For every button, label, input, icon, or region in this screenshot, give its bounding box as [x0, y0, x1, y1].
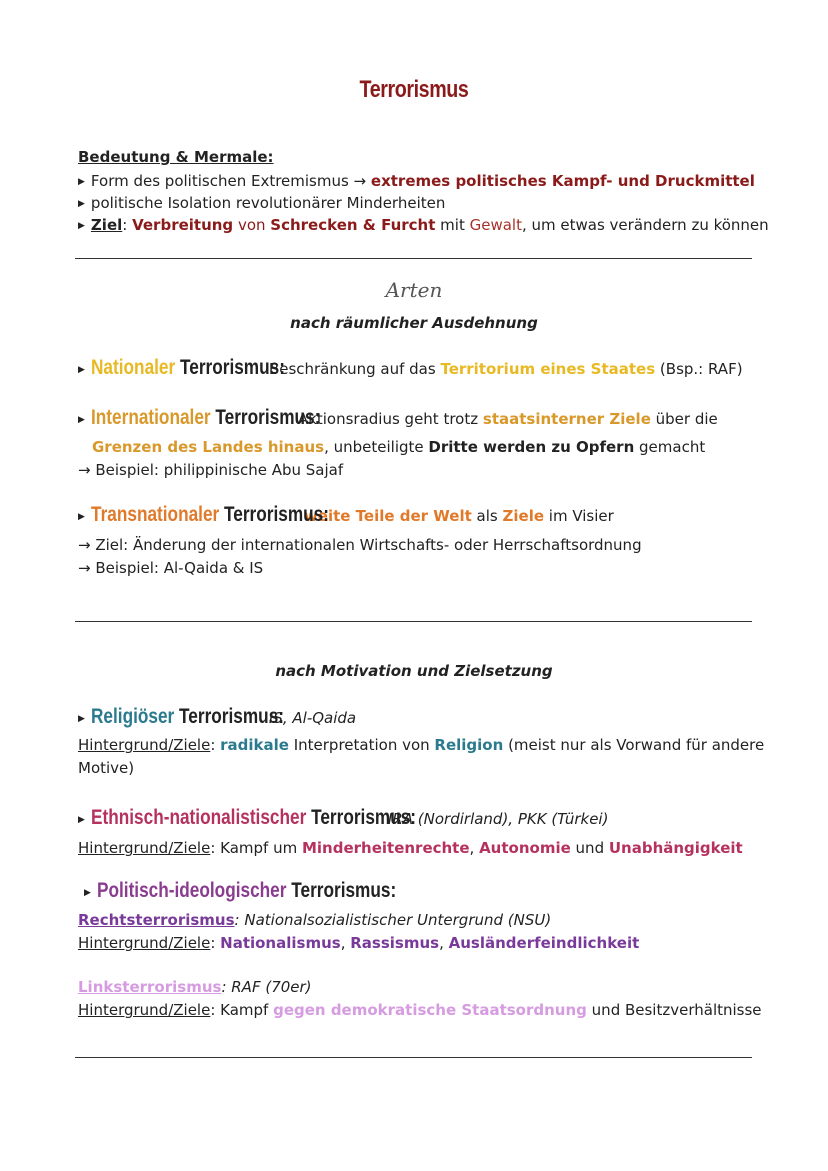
- example-text: IS, Al-Qaida: [268, 709, 357, 727]
- divider: [75, 1057, 752, 1058]
- hintergrund-label: Hintergrund/Ziele: [78, 1001, 211, 1019]
- text: :: [210, 934, 221, 952]
- links-hintergrund: [78, 999, 762, 1019]
- bold-text: Dritte werden zu Opfern: [428, 438, 635, 456]
- heading-words: [91, 806, 416, 830]
- bullet-icon: ▶: [78, 177, 85, 187]
- heading-word-colored: Transnationaler: [90, 503, 220, 526]
- subtitle-motivation: nach Motivation und Zielsetzung: [275, 662, 553, 680]
- example-text: : RAF (70er): [221, 978, 312, 996]
- highlight-text: Autonomie: [479, 839, 571, 857]
- bullet-line-2: [78, 192, 446, 212]
- page-title: Terrorismus: [359, 76, 469, 103]
- highlight-text: Territorium eines Staates: [440, 360, 656, 378]
- heading: [90, 806, 416, 831]
- text: Form des politischen Extremismus →: [90, 172, 371, 190]
- text: gemacht: [634, 438, 706, 456]
- text: ,: [340, 934, 351, 952]
- highlight-text: Ausländerfeindlichkeit: [448, 934, 640, 952]
- highlight-text: Schrecken & Furcht: [270, 216, 436, 234]
- heading-words: [91, 705, 284, 729]
- example-text: : Nationalsozialistischer Untergrund (NSU): [234, 911, 552, 929]
- highlight-text: extremes politisches Kampf- und Druckmittel: [370, 172, 755, 190]
- text: Beschränkung auf das: [268, 360, 441, 378]
- hintergrund-label: Hintergrund/Ziele: [78, 736, 211, 754]
- highlight-text: weite Teile der Welt: [303, 507, 472, 525]
- heading-word: Terrorismus:: [178, 705, 284, 728]
- bullet-icon: ▶: [78, 221, 85, 231]
- bullet-line-1: [78, 170, 755, 190]
- transnationaler-example: → Beispiel: Al-Qaida & IS: [78, 559, 264, 577]
- transnationaler-line: [78, 503, 614, 526]
- heading-word-colored: Religiöser: [90, 705, 175, 728]
- text: , um etwas verändern zu können: [521, 216, 769, 234]
- heading-words: [91, 406, 320, 430]
- divider: [75, 258, 752, 259]
- rechts-line: [78, 909, 552, 929]
- text: : Kampf um: [210, 839, 302, 857]
- subtitle-raeumlich: nach räumlicher Ausdehnung: [290, 314, 538, 332]
- text: über die: [650, 410, 718, 428]
- highlight-text: Gewalt: [469, 216, 522, 234]
- internationaler-line-2: [92, 436, 706, 456]
- text: politische Isolation revolutionärer Minderheiten: [90, 194, 446, 212]
- section-heading-bedeutung: Bedeutung & Mermale:: [78, 148, 274, 166]
- politisch-line: [78, 879, 462, 902]
- text: (meist nur als Vorwand für andere: [503, 736, 765, 754]
- heading: [90, 406, 321, 431]
- highlight-text: Rassismus: [350, 934, 440, 952]
- highlight-text: Nationalismus: [220, 934, 341, 952]
- religioeser-line: [78, 705, 357, 728]
- text: mit: [435, 216, 470, 234]
- heading: [90, 705, 284, 730]
- bullet-icon: ▶: [78, 512, 85, 522]
- internationaler-example: → Beispiel: philippinische Abu Sajaf: [78, 461, 344, 479]
- highlight-text: radikale: [220, 736, 289, 754]
- heading-word: Terrorismus:: [179, 356, 285, 379]
- heading: [90, 503, 329, 528]
- example-text: IRA (Nordirland), PKK (Türkei): [387, 810, 609, 828]
- bullet-icon: ▶: [78, 199, 85, 209]
- text: Aktionsradius geht trotz: [297, 410, 483, 428]
- highlight-text: Unabhängigkeit: [608, 839, 743, 857]
- text: und Besitzverhältnisse: [586, 1001, 762, 1019]
- highlight-text: Ziele: [502, 507, 545, 525]
- text: ,: [469, 839, 480, 857]
- text: :: [210, 736, 221, 754]
- text: und: [570, 839, 609, 857]
- heading: [90, 356, 285, 381]
- rechts-label: Rechtsterrorismus: [78, 911, 235, 929]
- heading-word-colored: Politisch-ideologischer: [96, 879, 287, 902]
- ethnisch-line: [78, 806, 609, 829]
- text: Interpretation von: [288, 736, 435, 754]
- arten-script-title: Arten: [385, 278, 443, 302]
- heading-word-colored: Nationaler: [90, 356, 176, 379]
- bullet-icon: ▶: [78, 815, 85, 825]
- highlight-text: Religion: [434, 736, 504, 754]
- religioeser-hintergrund: [78, 734, 765, 754]
- highlight-text: Verbreitung: [132, 216, 234, 234]
- heading-word: Terrorismus:: [215, 406, 321, 429]
- links-label: Linksterrorismus: [78, 978, 222, 996]
- religioeser-hintergrund-2: Motive): [78, 759, 135, 777]
- bullet-icon: ▶: [78, 714, 85, 724]
- text: : Kampf: [210, 1001, 274, 1019]
- heading-word-colored: Internationaler: [90, 406, 211, 429]
- text: im Visier: [544, 507, 614, 525]
- heading-words: [91, 356, 285, 380]
- ethnisch-hintergrund: [78, 837, 743, 857]
- heading-word: Terrorismus:: [291, 879, 397, 902]
- text: als: [471, 507, 503, 525]
- bullet-icon: ▶: [78, 415, 85, 425]
- highlight-text: staatsinterner Ziele: [482, 410, 651, 428]
- text: , unbeteiligte: [324, 438, 429, 456]
- hintergrund-label: Hintergrund/Ziele: [78, 839, 211, 857]
- nationaler-line: [78, 356, 743, 379]
- highlight-text: Grenzen des Landes hinaus: [92, 438, 325, 456]
- text: ,: [439, 934, 449, 952]
- divider: [75, 621, 752, 622]
- hintergrund-label: Hintergrund/Ziele: [78, 934, 211, 952]
- text: von: [233, 216, 271, 234]
- heading-word-colored: Ethnisch-nationalistischer: [90, 806, 307, 829]
- bullet-icon: ▶: [84, 888, 91, 898]
- heading-word: Terrorismus:: [223, 503, 329, 526]
- bullet-line-3: [78, 214, 769, 234]
- internationaler-line: [78, 406, 718, 429]
- heading-word: Terrorismus:: [311, 806, 416, 829]
- transnationaler-ziel: → Ziel: Änderung der internationalen Wirtschafts- oder Herrschaftsordnung: [78, 536, 642, 554]
- text: (Bsp.: RAF): [655, 360, 743, 378]
- links-line: [78, 976, 312, 996]
- highlight-text: gegen demokratische Staatsordnung: [273, 1001, 587, 1019]
- heading-words: [91, 503, 329, 527]
- ziel-label: Ziel: [90, 216, 123, 234]
- bullet-icon: ▶: [78, 365, 85, 375]
- rechts-hintergrund: [78, 932, 640, 952]
- highlight-text: Minderheitenrechte: [301, 839, 470, 857]
- text: :: [122, 216, 133, 234]
- heading-words: [97, 879, 396, 903]
